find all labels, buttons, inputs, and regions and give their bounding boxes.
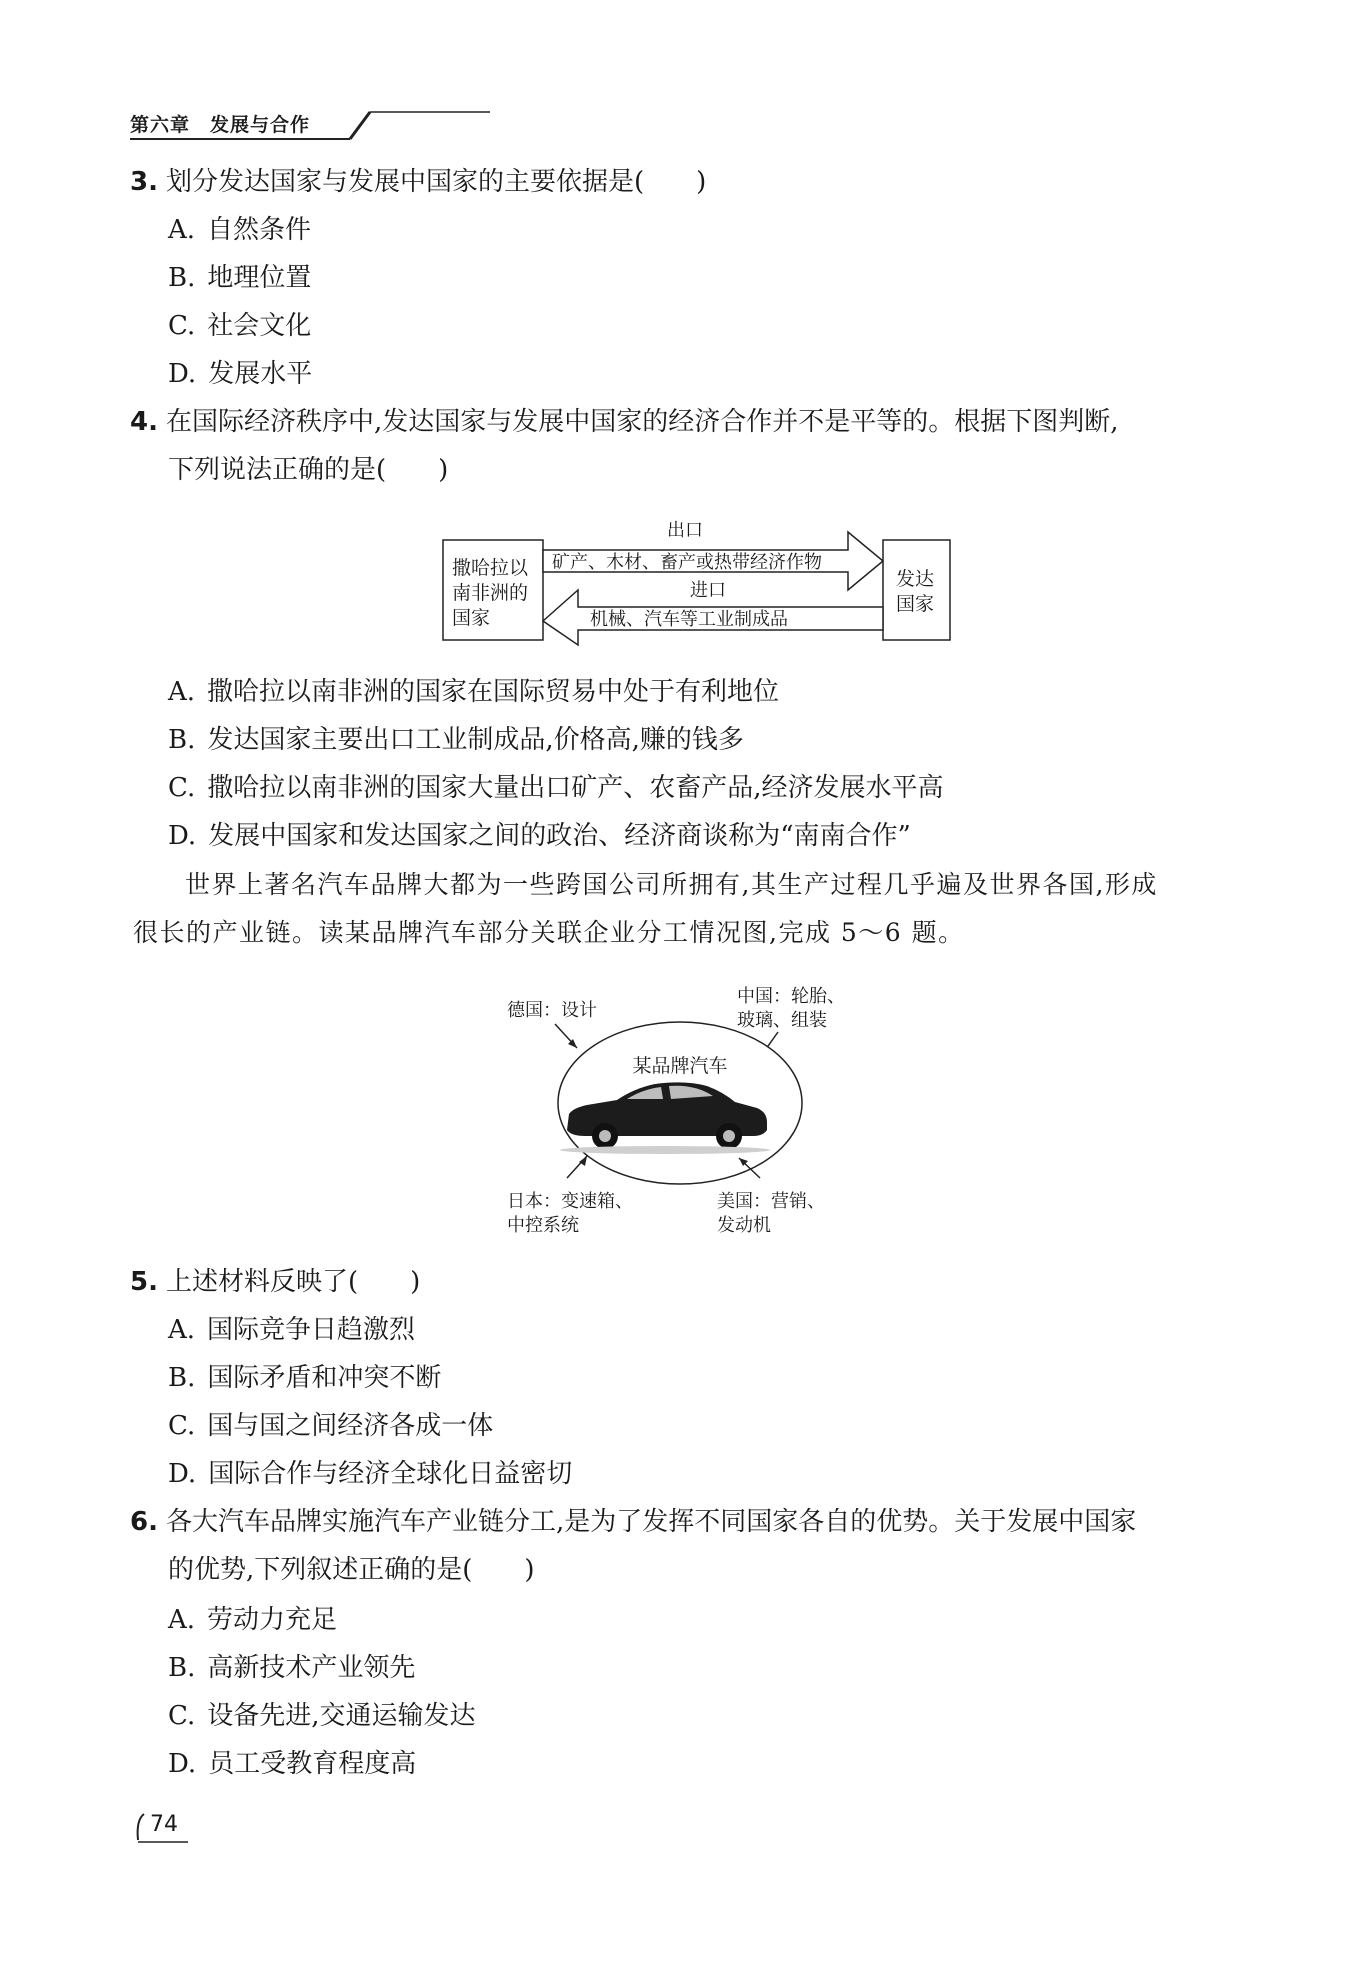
- car-chain-diagram: [495, 980, 875, 1240]
- option-letter: A.: [168, 677, 196, 707]
- question-text: 在国际经济秩序中,发达国家与发展中国家的经济合作并不是平等的。根据下图判断,: [165, 407, 1119, 437]
- q3-option-d[interactable]: [168, 357, 312, 391]
- q3-option-c[interactable]: [168, 309, 311, 343]
- option-text: 社会文化: [207, 311, 312, 341]
- q4-option-a[interactable]: [168, 675, 779, 709]
- option-text: 国际竞争日趋激烈: [207, 1315, 416, 1345]
- q3-option-b[interactable]: [168, 261, 311, 295]
- trade-diagram: [440, 518, 960, 648]
- option-text: 国际合作与经济全球化日益密切: [208, 1459, 573, 1489]
- question-4-stem-line2: 下列说法正确的是( ): [168, 455, 449, 485]
- right-box-line-1: 发达: [896, 568, 935, 590]
- option-letter: B.: [168, 725, 196, 755]
- q4-option-c[interactable]: [168, 771, 944, 805]
- import-label: 进口: [690, 580, 726, 601]
- option-letter: C.: [168, 311, 196, 341]
- option-letter: B.: [168, 1363, 196, 1393]
- q5-option-d[interactable]: [168, 1457, 572, 1491]
- option-text: 撒哈拉以南非洲的国家大量出口矿产、农畜产品,经济发展水平高: [207, 773, 944, 803]
- option-text: 发展中国家和发达国家之间的政治、经济商谈称为“南南合作”: [208, 821, 911, 851]
- usa-label-1: 美国：营销、: [717, 1191, 825, 1212]
- option-text: 发达国家主要出口工业制成品,价格高,赚的钱多: [207, 725, 744, 755]
- q3-option-a[interactable]: [168, 213, 311, 247]
- germany-label: 德国：设计: [507, 1000, 597, 1021]
- q6-option-c[interactable]: [168, 1699, 476, 1733]
- left-box-line-3: 国家: [452, 607, 491, 629]
- option-text: 员工受教育程度高: [208, 1749, 417, 1779]
- q5-option-c[interactable]: [168, 1409, 493, 1443]
- question-4-stem: [130, 405, 1119, 439]
- q6-option-b[interactable]: [168, 1651, 415, 1685]
- option-text: 国与国之间经济各成一体: [207, 1411, 494, 1441]
- export-items: 矿产、木材、畜产或热带经济作物: [552, 552, 822, 573]
- option-letter: D.: [168, 359, 197, 389]
- option-text: 撒哈拉以南非洲的国家在国际贸易中处于有利地位: [207, 677, 780, 707]
- q5-option-b[interactable]: [168, 1361, 441, 1395]
- option-letter: D.: [168, 821, 197, 851]
- option-letter: D.: [168, 1749, 197, 1779]
- japan-label-1: 日本：变速箱、: [507, 1191, 633, 1212]
- export-label: 出口: [667, 520, 703, 541]
- q4-option-b[interactable]: [168, 723, 744, 757]
- question-5-stem: [130, 1265, 420, 1299]
- option-text: 自然条件: [207, 215, 312, 245]
- option-letter: A.: [168, 215, 196, 245]
- option-letter: C.: [168, 1701, 196, 1731]
- option-text: 国际矛盾和冲突不断: [207, 1363, 442, 1393]
- question-number: 5.: [130, 1267, 158, 1297]
- q6-option-d[interactable]: [168, 1747, 416, 1781]
- left-box-line-2: 南非洲的: [452, 582, 529, 604]
- chapter-header: 第六章 发展与合作: [130, 114, 311, 136]
- option-letter: B.: [168, 263, 196, 293]
- q6-option-a[interactable]: [168, 1603, 337, 1637]
- option-letter: A.: [168, 1315, 196, 1345]
- china-label-1: 中国：轮胎、: [737, 986, 845, 1007]
- option-letter: B.: [168, 1653, 196, 1683]
- right-box: [883, 540, 950, 640]
- question-number: 3.: [130, 167, 158, 197]
- option-text: 发展水平: [208, 359, 313, 389]
- option-letter: A.: [168, 1605, 196, 1635]
- option-text: 设备先进,交通运输发达: [207, 1701, 476, 1731]
- question-number: 6.: [130, 1507, 158, 1537]
- option-letter: C.: [168, 773, 196, 803]
- japan-label-2: 中控系统: [507, 1215, 579, 1236]
- question-6-stem: [130, 1505, 1136, 1539]
- option-letter: C.: [168, 1411, 196, 1441]
- q5-option-a[interactable]: [168, 1313, 415, 1347]
- right-box-line-2: 国家: [896, 593, 935, 615]
- left-box-line-1: 撒哈拉以: [452, 557, 529, 579]
- question-text: 各大汽车品牌实施汽车产业链分工,是为了发挥不同国家各自的优势。关于发展中国家: [165, 1507, 1137, 1537]
- question-3-stem: [130, 165, 706, 199]
- import-items: 机械、汽车等工业制成品: [590, 609, 788, 630]
- brand-label: 某品牌汽车: [632, 1055, 728, 1077]
- option-text: 劳动力充足: [207, 1605, 338, 1635]
- usa-label-2: 发动机: [717, 1215, 771, 1236]
- material-line-2: 很长的产业链。读某品牌汽车部分关联企业分工情况图,完成 5～6 题。: [133, 918, 965, 947]
- option-text: 高新技术产业领先: [207, 1653, 416, 1683]
- question-6-stem-line2: 的优势,下列叙述正确的是( ): [168, 1555, 535, 1585]
- option-text: 地理位置: [207, 263, 312, 293]
- page-number: 74: [150, 1812, 178, 1837]
- china-label-2: 玻璃、组装: [737, 1010, 827, 1031]
- question-text: 上述材料反映了( ): [165, 1267, 421, 1297]
- q4-option-d[interactable]: [168, 819, 911, 853]
- question-text: 划分发达国家与发展中国家的主要依据是( ): [165, 167, 707, 197]
- question-number: 4.: [130, 407, 158, 437]
- material-line-1: 世界上著名汽车品牌大都为一些跨国公司所拥有,其生产过程几乎遍及世界各国,形成: [185, 870, 1158, 899]
- option-letter: D.: [168, 1459, 197, 1489]
